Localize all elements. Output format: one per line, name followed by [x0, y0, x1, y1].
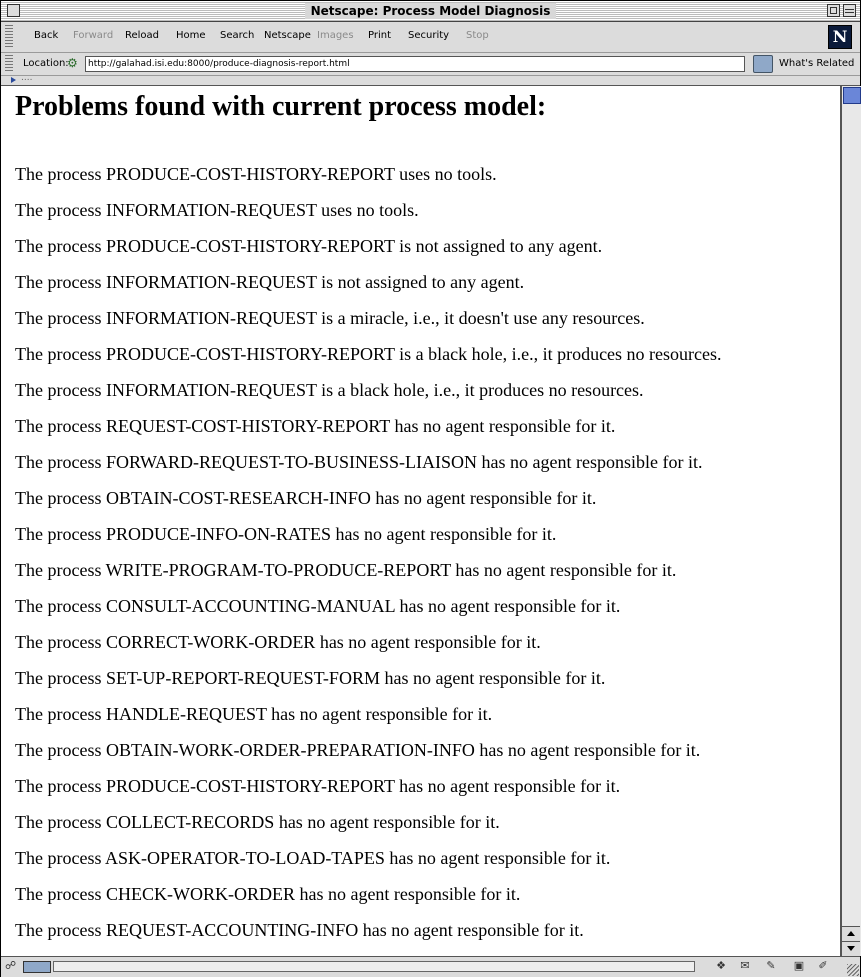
window-title: Netscape: Process Model Diagnosis	[305, 3, 557, 19]
scroll-down-arrow[interactable]	[842, 941, 860, 956]
security-lock-icon[interactable]: ☍	[5, 959, 17, 972]
problem-item: The process CONSULT-ACCOUNTING-MANUAL has no agent responsible for it.	[15, 596, 621, 616]
forward-button[interactable]: Forward	[73, 30, 114, 41]
whats-related-button[interactable]: What's Related	[779, 58, 855, 69]
edit-pen-icon[interactable]: ✐	[818, 959, 828, 972]
expand-triangle-icon[interactable]	[11, 77, 16, 83]
problem-item: The process PRODUCE-INFO-ON-RATES has no agent responsible for it.	[15, 524, 557, 544]
connection-icon	[23, 961, 51, 973]
problem-item: The process WRITE-PROGRAM-TO-PRODUCE-REPORT has no agent responsible for it.	[15, 560, 677, 580]
page-content	[1, 86, 841, 956]
vertical-scrollbar[interactable]	[841, 86, 861, 956]
problem-item: The process HANDLE-REQUEST has no agent responsible for it.	[15, 704, 493, 724]
url-field[interactable]: http://galahad.isi.edu:8000/produce-diagnosis-report.html	[85, 56, 745, 72]
personal-toolbar-strip[interactable]	[1, 73, 860, 86]
navigation-toolbar	[1, 22, 860, 53]
scroll-thumb[interactable]	[843, 87, 861, 104]
problem-item: The process CHECK-WORK-ORDER has no agent responsible for it.	[15, 884, 521, 904]
scroll-up-arrow[interactable]	[842, 926, 860, 941]
problem-item: The process PRODUCE-COST-HISTORY-REPORT is not assigned to any agent.	[15, 236, 603, 256]
search-button[interactable]: Search	[220, 30, 255, 41]
problem-item: The process INFORMATION-REQUEST uses no tools.	[15, 200, 419, 220]
location-grip[interactable]	[5, 55, 13, 73]
address-book-icon[interactable]: ▣	[793, 959, 805, 972]
title-bar[interactable]	[1, 1, 860, 22]
collapse-box[interactable]	[843, 4, 856, 17]
toolbar-grip[interactable]	[5, 25, 13, 49]
problem-item: The process OBTAIN-WORK-ORDER-PREPARATION-INFO has no agent responsible for it.	[15, 740, 701, 760]
problem-item: The process ASK-OPERATOR-TO-LOAD-TAPES has no agent responsible for it.	[15, 848, 611, 868]
close-box[interactable]	[7, 4, 20, 17]
problem-item: The process INFORMATION-REQUEST is a black hole, i.e., it produces no resources.	[15, 380, 644, 400]
zoom-box[interactable]	[827, 4, 840, 17]
problem-item: The process INFORMATION-REQUEST is a miracle, i.e., it doesn't use any resources.	[15, 308, 645, 328]
problem-item: The process SET-UP-REPORT-REQUEST-FORM has no agent responsible for it.	[15, 668, 606, 688]
problem-item: The process INFORMATION-REQUEST is not assigned to any agent.	[15, 272, 525, 292]
status-bar	[1, 956, 860, 977]
problem-item: The process FORWARD-REQUEST-TO-BUSINESS-LIAISON has no agent responsible for it.	[15, 452, 703, 472]
netscape-logo[interactable]: N	[828, 25, 852, 49]
resize-grip-icon[interactable]	[847, 964, 859, 976]
composer-icon[interactable]: ✎	[766, 959, 776, 972]
reload-button[interactable]: Reload	[125, 30, 160, 41]
print-button[interactable]: Print	[368, 30, 392, 41]
problem-item: The process PRODUCE-COST-HISTORY-REPORT has no agent responsible for it.	[15, 776, 621, 796]
location-label: Location:	[23, 58, 69, 69]
images-button[interactable]: Images	[317, 30, 354, 41]
problem-item: The process CORRECT-WORK-ORDER has no agent responsible for it.	[15, 632, 541, 652]
problem-item: The process REQUEST-ACCOUNTING-INFO has no agent responsible for it.	[15, 920, 584, 940]
problem-item: The process OBTAIN-COST-RESEARCH-INFO has no agent responsible for it.	[15, 488, 597, 508]
whats-related-icon[interactable]	[753, 55, 773, 73]
problem-item: The process PRODUCE-COST-HISTORY-REPORT is a black hole, i.e., it produces no resources.	[15, 344, 722, 364]
netscape-button[interactable]: Netscape	[264, 30, 311, 41]
mail-icon[interactable]: ✉	[740, 959, 750, 972]
security-button[interactable]: Security	[408, 30, 450, 41]
problem-item: The process PRODUCE-COST-HISTORY-REPORT uses no tools.	[15, 164, 497, 184]
progress-bar	[53, 961, 695, 972]
back-button[interactable]: Back	[34, 30, 59, 41]
problem-item: The process REQUEST-COST-HISTORY-REPORT has no agent responsible for it.	[15, 416, 616, 436]
page-heading: Problems found with current process model:	[15, 91, 547, 122]
stop-button[interactable]: Stop	[466, 30, 489, 41]
grip-dots-icon: ....	[21, 73, 33, 83]
home-button[interactable]: Home	[176, 30, 206, 41]
location-bar	[1, 53, 860, 76]
problem-item: The process COLLECT-RECORDS has no agent responsible for it.	[15, 812, 500, 832]
page-proxy-icon[interactable]: ⚙	[67, 56, 78, 70]
navigator-icon[interactable]: ❖	[716, 959, 726, 972]
